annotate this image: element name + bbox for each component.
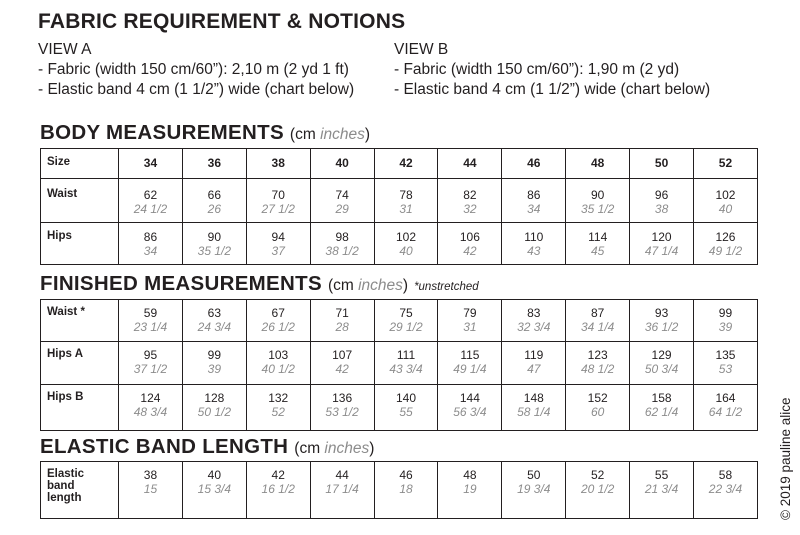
inch-value: 49 1/4 <box>453 362 487 376</box>
value-cell <box>246 223 310 265</box>
row-label: Hips B <box>41 385 119 431</box>
value-cell <box>182 300 246 342</box>
value-cell <box>566 342 630 385</box>
cm-value: 119 <box>524 348 544 362</box>
value-cell <box>694 179 758 223</box>
cm-value: 164 <box>715 391 736 405</box>
size-cell: 50 <box>630 149 694 179</box>
inch-value: 31 <box>463 320 477 334</box>
cm-value: 140 <box>395 391 417 405</box>
cm-value: 115 <box>460 348 480 362</box>
cm-value: 38 <box>143 468 158 482</box>
cm-value: 107 <box>332 348 353 362</box>
finished-measurements-heading <box>40 272 479 296</box>
inch-value: 43 <box>527 244 541 258</box>
inch-value: 26 1/2 <box>261 320 295 334</box>
value-cell <box>502 300 566 342</box>
value-cell <box>502 385 566 431</box>
finished-measurements-table <box>40 299 758 431</box>
view-b <box>394 40 710 100</box>
value-cell <box>694 300 758 342</box>
unstretched-note: *unstretched <box>414 281 479 293</box>
value-cell <box>438 342 502 385</box>
inch-value: 34 <box>527 202 541 216</box>
inch-value: 27 1/2 <box>261 202 295 216</box>
cm-value: 152 <box>587 391 608 405</box>
inch-value: 52 <box>271 405 285 419</box>
value-cell <box>438 300 502 342</box>
inch-value: 34 1/4 <box>580 320 615 334</box>
value-cell <box>502 179 566 223</box>
value-cell <box>630 462 694 519</box>
value-cell <box>694 223 758 265</box>
value-cell <box>566 179 630 223</box>
value-cell <box>374 300 438 342</box>
view-a-fabric: - Fabric (width 150 cm/60”): 2,10 m (2 yd 1 ft) <box>38 61 349 78</box>
inch-value: 32 <box>463 202 477 216</box>
value-cell <box>182 179 246 223</box>
size-label: Size <box>41 149 119 179</box>
inch-value: 38 1/2 <box>325 244 359 258</box>
value-cell <box>182 385 246 431</box>
inch-value: 24 3/4 <box>197 320 232 334</box>
cm-value: 114 <box>588 230 608 244</box>
cm-value: 129 <box>651 348 672 362</box>
size-cell: 48 <box>566 149 630 179</box>
value-cell <box>502 223 566 265</box>
cm-value: 86 <box>143 230 158 244</box>
inch-value: 34 <box>143 244 158 258</box>
inch-value: 50 1/2 <box>197 405 232 419</box>
inch-value: 39 <box>207 362 222 376</box>
cm-value: 74 <box>335 188 349 202</box>
inch-value: 42 <box>335 362 349 376</box>
table-row <box>41 342 758 385</box>
cm-value: 63 <box>207 306 222 320</box>
value-cell <box>374 385 438 431</box>
size-cell: 40 <box>310 149 374 179</box>
inch-value: 60 <box>591 405 605 419</box>
value-cell <box>182 223 246 265</box>
inch-value: 15 3/4 <box>197 482 232 496</box>
inch-value: 53 <box>718 362 733 376</box>
row-label-line: band <box>47 480 75 492</box>
value-cell <box>119 300 183 342</box>
cm-value: 44 <box>335 468 349 482</box>
inch-value: 24 1/2 <box>133 202 168 216</box>
row-label: Waist * <box>41 300 119 342</box>
inch-value: 56 3/4 <box>453 405 487 419</box>
cm-value: 78 <box>399 188 413 202</box>
value-cell <box>694 342 758 385</box>
value-cell <box>502 342 566 385</box>
inch-value: 35 1/2 <box>580 202 615 216</box>
size-cell: 36 <box>182 149 246 179</box>
inch-value: 19 <box>463 482 477 496</box>
view-a-elastic: - Elastic band 4 cm (1 1/2”) wide (chart below) <box>38 81 355 98</box>
inch-value: 38 <box>654 202 669 216</box>
cm-value: 103 <box>268 348 289 362</box>
value-cell <box>374 342 438 385</box>
cm-value: 95 <box>143 348 158 362</box>
value-cell <box>630 342 694 385</box>
inch-value: 40 <box>399 244 413 258</box>
cm-value: 55 <box>654 468 669 482</box>
inch-value: 48 3/4 <box>133 405 168 419</box>
cm-value: 110 <box>524 230 544 244</box>
value-cell <box>694 462 758 519</box>
row-label <box>41 462 119 519</box>
size-row <box>41 149 758 179</box>
inch-value: 47 <box>527 362 541 376</box>
cm-value: 90 <box>207 230 222 244</box>
value-cell <box>438 179 502 223</box>
value-cell <box>630 179 694 223</box>
value-cell <box>694 385 758 431</box>
cm-value: 87 <box>591 306 605 320</box>
inch-value: 19 3/4 <box>517 482 551 496</box>
cm-value: 120 <box>651 230 672 244</box>
inch-value: 49 1/2 <box>708 244 743 258</box>
body-measurements-heading <box>40 121 370 145</box>
elastic-band-table <box>40 461 758 519</box>
cm-value: 79 <box>463 306 477 320</box>
cm-value: 158 <box>651 391 672 405</box>
finished-title: FINISHED MEASUREMENTS <box>40 272 322 295</box>
cm-value: 144 <box>459 391 480 405</box>
row-label-line: Elastic <box>47 468 85 480</box>
inch-value: 26 <box>207 202 222 216</box>
inch-value: 17 1/4 <box>325 482 359 496</box>
cm-value: 136 <box>332 391 353 405</box>
cm-value: 86 <box>527 188 541 202</box>
page-title: FABRIC REQUIREMENT & NOTIONS <box>38 10 406 33</box>
table-row <box>41 385 758 431</box>
cm-value: 46 <box>399 468 413 482</box>
table-row <box>41 179 758 223</box>
value-cell <box>502 462 566 519</box>
cm-value: 106 <box>459 230 480 244</box>
inch-value: 62 1/4 <box>644 405 679 419</box>
inch-value: 58 1/4 <box>517 405 551 419</box>
cm-value: 90 <box>591 188 605 202</box>
value-cell <box>438 385 502 431</box>
inch-value: 28 <box>335 320 349 334</box>
inch-value: 23 1/4 <box>133 320 168 334</box>
value-cell <box>310 385 374 431</box>
cm-value: 50 <box>527 468 541 482</box>
value-cell <box>374 179 438 223</box>
cm-value: 62 <box>143 188 158 202</box>
value-cell <box>119 223 183 265</box>
size-cell: 34 <box>119 149 183 179</box>
inch-value: 39 <box>718 320 733 334</box>
cm-value: 66 <box>207 188 222 202</box>
cm-value: 75 <box>399 306 413 320</box>
cm-value: 99 <box>207 348 222 362</box>
view-a-label: VIEW A <box>38 41 92 58</box>
cm-value: 124 <box>140 391 161 405</box>
inch-value: 37 1/2 <box>133 362 168 376</box>
inch-value: 50 3/4 <box>644 362 679 376</box>
value-cell <box>374 462 438 519</box>
body-measurements-table <box>40 148 758 265</box>
finished-unit: (cm inches) <box>327 277 409 294</box>
cm-value: 93 <box>654 306 669 320</box>
inch-value: 29 <box>335 202 349 216</box>
value-cell <box>630 385 694 431</box>
cm-value: 58 <box>718 468 733 482</box>
value-cell <box>182 342 246 385</box>
view-b-label: VIEW B <box>394 41 449 58</box>
row-label: Hips <box>41 223 119 265</box>
cm-value: 48 <box>463 468 477 482</box>
inch-value: 18 <box>399 482 413 496</box>
row-label: Waist <box>41 179 119 223</box>
view-b-fabric: - Fabric (width 150 cm/60”): 1,90 m (2 yd) <box>394 61 680 78</box>
value-cell <box>310 179 374 223</box>
size-cell: 46 <box>502 149 566 179</box>
value-cell <box>246 462 310 519</box>
size-cell: 52 <box>694 149 758 179</box>
value-cell <box>246 342 310 385</box>
cm-value: 40 <box>207 468 222 482</box>
inch-value: 20 1/2 <box>580 482 615 496</box>
size-cell: 44 <box>438 149 502 179</box>
value-cell <box>566 300 630 342</box>
inch-value: 53 1/2 <box>325 405 359 419</box>
value-cell <box>438 223 502 265</box>
cm-value: 132 <box>268 391 289 405</box>
inch-value: 40 <box>718 202 733 216</box>
value-cell <box>119 385 183 431</box>
value-cell <box>310 223 374 265</box>
inch-value: 15 <box>143 482 158 496</box>
value-cell <box>119 462 183 519</box>
size-cell: 42 <box>374 149 438 179</box>
inch-value: 45 <box>591 244 605 258</box>
inch-value: 40 1/2 <box>261 362 295 376</box>
value-cell <box>566 462 630 519</box>
cm-value: 42 <box>271 468 285 482</box>
table-row <box>41 300 758 342</box>
cm-value: 135 <box>715 348 736 362</box>
size-cell: 38 <box>246 149 310 179</box>
cm-value: 70 <box>271 188 285 202</box>
inch-value: 55 <box>399 405 413 419</box>
cm-value: 102 <box>395 230 417 244</box>
value-cell <box>119 342 183 385</box>
cm-value: 128 <box>204 391 225 405</box>
value-cell <box>630 223 694 265</box>
view-a <box>38 40 354 100</box>
value-cell <box>310 342 374 385</box>
inch-value: 16 1/2 <box>261 482 295 496</box>
value-cell <box>374 223 438 265</box>
value-cell <box>246 179 310 223</box>
elastic-title: ELASTIC BAND LENGTH <box>40 435 289 458</box>
cm-value: 71 <box>335 306 349 320</box>
row-label-line: length <box>47 492 82 504</box>
inch-value: 35 1/2 <box>197 244 232 258</box>
cm-value: 148 <box>523 391 544 405</box>
row-label: Hips A <box>41 342 119 385</box>
copyright-text: © 2019 pauline alice <box>778 397 793 520</box>
elastic-band-heading <box>40 435 374 459</box>
inch-value: 37 <box>271 244 285 258</box>
value-cell <box>566 223 630 265</box>
value-cell <box>310 462 374 519</box>
cm-value: 94 <box>271 230 285 244</box>
inch-value: 43 3/4 <box>389 362 423 376</box>
value-cell <box>438 462 502 519</box>
value-cell <box>182 462 246 519</box>
cm-value: 102 <box>715 188 736 202</box>
value-cell <box>119 179 183 223</box>
elastic-unit: (cm inches) <box>294 440 375 457</box>
cm-value: 111 <box>396 348 416 362</box>
value-cell <box>566 385 630 431</box>
inch-value: 42 <box>463 244 477 258</box>
cm-value: 59 <box>143 306 158 320</box>
inch-value: 21 3/4 <box>644 482 679 496</box>
inch-value: 47 1/4 <box>644 244 679 258</box>
value-cell <box>246 300 310 342</box>
cm-value: 83 <box>527 306 541 320</box>
cm-value: 126 <box>715 230 736 244</box>
cm-value: 82 <box>463 188 477 202</box>
cm-value: 98 <box>335 230 349 244</box>
inch-value: 64 1/2 <box>708 405 743 419</box>
cm-value: 96 <box>654 188 669 202</box>
inch-value: 22 3/4 <box>708 482 743 496</box>
inch-value: 31 <box>399 202 413 216</box>
body-title: BODY MEASUREMENTS <box>40 121 284 144</box>
value-cell <box>246 385 310 431</box>
inch-value: 32 3/4 <box>517 320 551 334</box>
value-cell <box>310 300 374 342</box>
table-row <box>41 462 758 519</box>
value-cell <box>630 300 694 342</box>
cm-value: 52 <box>591 468 605 482</box>
body-unit: (cm inches) <box>289 126 371 143</box>
view-b-elastic: - Elastic band 4 cm (1 1/2”) wide (chart below) <box>394 81 711 98</box>
cm-value: 123 <box>587 348 608 362</box>
cm-value: 67 <box>271 306 285 320</box>
inch-value: 29 1/2 <box>389 320 423 334</box>
inch-value: 36 1/2 <box>644 320 679 334</box>
inch-value: 48 1/2 <box>580 362 615 376</box>
cm-value: 99 <box>718 306 733 320</box>
table-row <box>41 223 758 265</box>
